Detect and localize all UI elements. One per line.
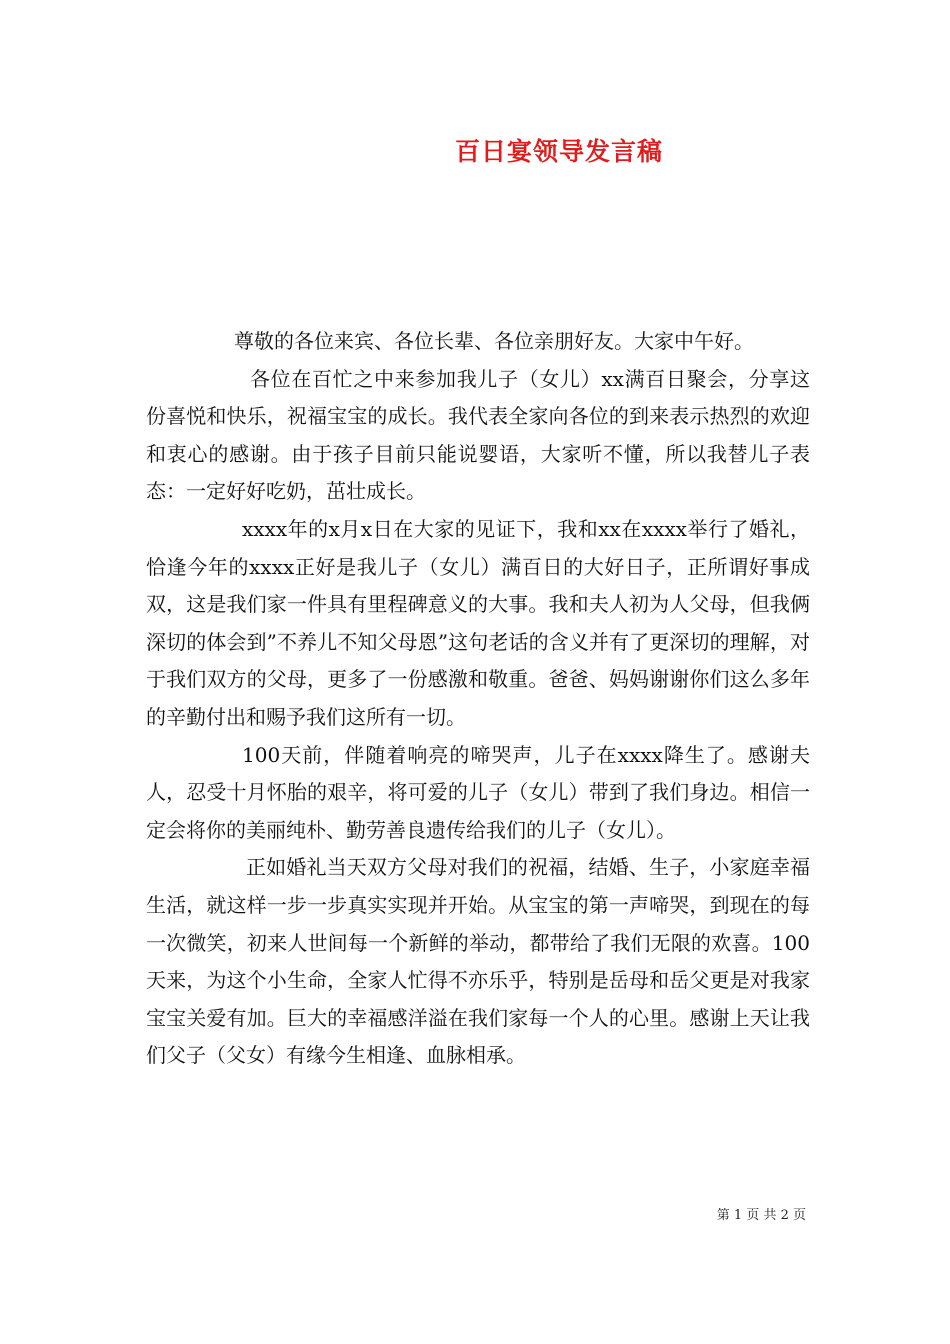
document-body <box>146 323 810 1075</box>
paragraph-birth: 100天前，伴随着响亮的啼哭声，儿子在xxxx降生了。感谢夫人，忍受十月怀胎的艰辛，将可爱的儿子（女儿）带到了我们身边。相信一定会将你的美丽纯朴、勤劳善良遗传给我们的儿子（女儿）。 <box>146 742 810 842</box>
paragraph-wedding: xxxx年的x月x日在大家的见证下，我和xx在xxxx举行了婚礼，恰逢今年的xxxx正好是我儿子（女儿）满百日的大好日子，正所谓好事成双，这是我们家一件具有里程碑意义的大事。我和夫人初为人父母，但我俩深切的体会到”不养儿不知父母恩”这句老话的含义并有了更深切的理解，对于我们双方的父母，更多了一份感激和敬重。爸爸、妈妈谢谢你们这么多年的辛勤付出和赐予我们这所有一切。 <box>146 516 810 729</box>
paragraph-blessing: 正如婚礼当天双方父母对我们的祝福，结婚、生子，小家庭幸福生活，就这样一步一步真实实现并开始。从宝宝的第一声啼哭，到现在的每一次微笑，初来人世间每一个新鲜的举动，都带给了我们无限的欢喜。100天来，为这个小生命，全家人忙得不亦乐乎，特别是岳母和岳父更是对我家宝宝关爱有加。巨大的幸福感洋溢在我们家每一个人的心里。感谢上天让我们父子（父女）有缘今生相逢、血脉相承。 <box>146 855 810 1068</box>
paragraph-greeting: 尊敬的各位来宾、各位长辈、各位亲朋好友。大家中午好。 <box>234 329 754 353</box>
paragraph-welcome: 各位在百忙之中来参加我儿子（女儿）xx满百日聚会，分享这份喜悦和快乐，祝福宝宝的成长。我代表全家向各位的到来表示热烈的欢迎和衷心的感谢。由于孩子目前只能说婴语，大家听不懂，所以我替儿子表态：一定好好吃奶，茁壮成长。 <box>146 366 810 504</box>
page-number-footer: 第 1 页 共 2 页 <box>716 1208 806 1223</box>
document-title: 百日宴领导发言稿 <box>454 137 663 166</box>
